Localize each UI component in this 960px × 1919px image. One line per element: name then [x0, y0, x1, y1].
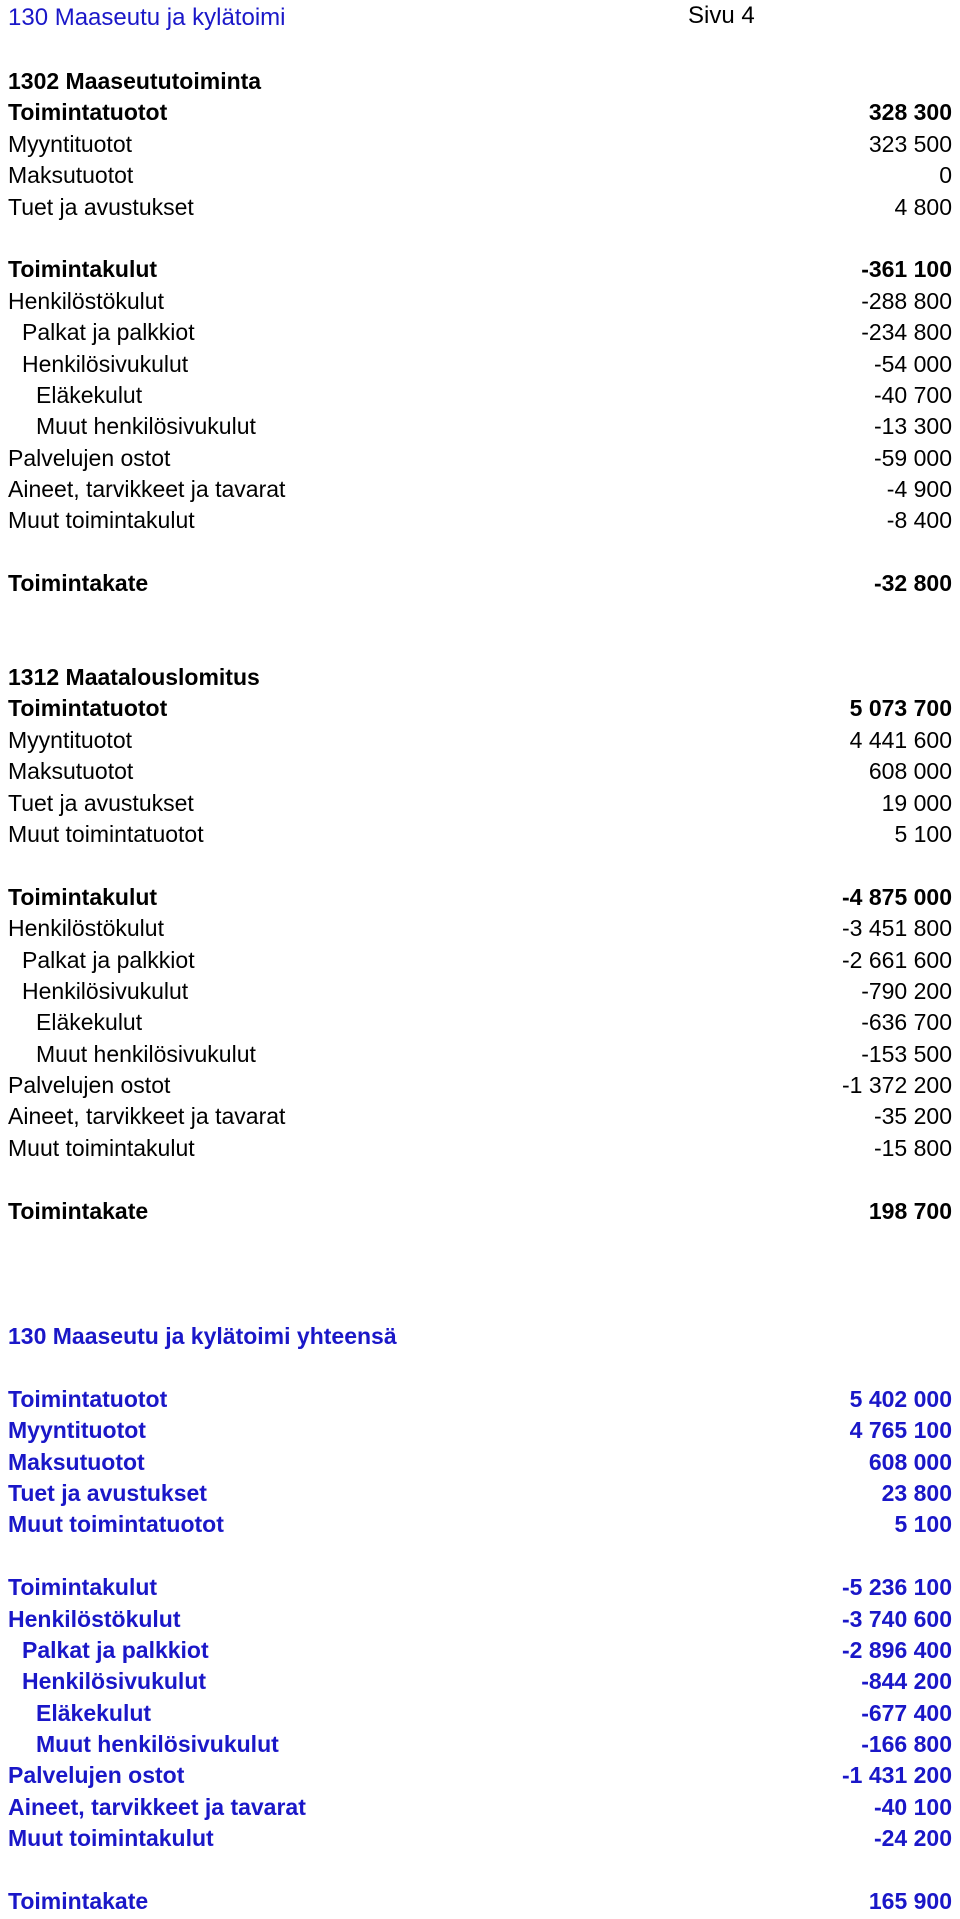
row-label: Muut henkilösivukulut	[36, 1040, 256, 1067]
report-title: 130 Maaseutu ja kylätoimi	[8, 4, 286, 31]
row-label: Muut toimintakulut	[8, 1825, 214, 1852]
table-row	[0, 1666, 960, 1697]
row-label: Maksutuotot	[8, 1448, 145, 1475]
table-row	[0, 286, 960, 317]
row-label: Henkilöstökulut	[8, 915, 164, 942]
row-label: Myyntituotot	[8, 726, 132, 753]
spacer	[0, 1352, 960, 1383]
row-label: Maksutuotot	[8, 162, 134, 189]
table-row	[0, 1760, 960, 1791]
table-row	[0, 788, 960, 819]
section-1312	[0, 662, 960, 1227]
row-value: -2 896 400	[842, 1636, 952, 1663]
table-row	[0, 1384, 960, 1415]
row-label: Toimintakulut	[8, 883, 158, 910]
row-value: -32 800	[873, 570, 952, 597]
row-value: -361 100	[861, 256, 952, 283]
row-label: Aineet, tarvikkeet ja tavarat	[8, 1103, 286, 1130]
row-label: Muut toimintakulut	[8, 1134, 195, 1161]
spacer	[0, 223, 960, 254]
section-totals	[0, 1321, 960, 1917]
row-label: Eläkekulut	[36, 1699, 152, 1726]
row-value: -3 451 800	[842, 915, 952, 942]
row-value: 4 765 100	[849, 1417, 952, 1444]
row-value: 19 000	[881, 789, 952, 816]
row-value: -13 300	[873, 413, 952, 440]
table-row	[0, 1604, 960, 1635]
row-label: Toimintakulut	[8, 256, 158, 283]
table-row	[0, 756, 960, 787]
section-title: 1302 Maaseututoiminta	[8, 68, 262, 94]
row-label: Eläkekulut	[36, 381, 143, 408]
row-value: -40 100	[873, 1793, 952, 1820]
table-row	[0, 317, 960, 348]
section-title: 1312 Maatalouslomitus	[8, 664, 260, 690]
row-value: -2 661 600	[842, 946, 952, 973]
table-row	[0, 1792, 960, 1823]
section-1302	[0, 66, 960, 600]
row-value: -153 500	[861, 1040, 952, 1067]
row-value: -59 000	[873, 444, 952, 471]
row-value: -8 400	[886, 507, 952, 534]
row-value: 5 100	[894, 820, 952, 847]
row-label: Palvelujen ostot	[8, 444, 171, 471]
row-label: Henkilösivukulut	[22, 977, 189, 1004]
table-row	[0, 1698, 960, 1729]
row-value: -54 000	[873, 350, 952, 377]
table-row	[0, 819, 960, 850]
row-label: Toimintatuotot	[8, 695, 168, 722]
row-value: -3 740 600	[842, 1605, 952, 1632]
table-row	[0, 192, 960, 223]
row-value: 4 441 600	[849, 726, 952, 753]
row-label: Palkat ja palkkiot	[22, 1636, 209, 1663]
row-value: 608 000	[868, 758, 952, 785]
table-row	[0, 1635, 960, 1666]
row-value: -234 800	[861, 319, 952, 346]
table-row	[0, 474, 960, 505]
table-row	[0, 568, 960, 599]
row-label: Toimintakulut	[8, 1574, 158, 1601]
table-row	[0, 1886, 960, 1917]
row-value: -288 800	[861, 287, 952, 314]
table-row	[0, 443, 960, 474]
row-label: Henkilösivukulut	[22, 350, 189, 377]
table-row	[0, 1039, 960, 1070]
table-row	[0, 349, 960, 380]
table-row	[0, 1729, 960, 1760]
row-value: 328 300	[868, 99, 952, 126]
row-value: -1 431 200	[842, 1762, 952, 1789]
row-label: Aineet, tarvikkeet ja tavarat	[8, 476, 286, 503]
table-row	[0, 1133, 960, 1164]
table-row	[0, 1572, 960, 1603]
row-value: -15 800	[873, 1134, 952, 1161]
table-row	[0, 160, 960, 191]
row-value: -35 200	[873, 1103, 952, 1130]
row-value: 165 900	[868, 1888, 952, 1915]
row-value: 4 800	[894, 193, 952, 220]
row-label: Aineet, tarvikkeet ja tavarat	[8, 1793, 306, 1820]
row-label: Henkilöstökulut	[8, 287, 164, 314]
table-row	[0, 1823, 960, 1854]
table-row	[0, 505, 960, 536]
row-value: 5 402 000	[849, 1385, 952, 1412]
table-row	[0, 693, 960, 724]
table-row	[0, 976, 960, 1007]
row-value: -1 372 200	[842, 1072, 952, 1099]
row-label: Myyntituotot	[8, 130, 132, 157]
row-label: Toimintatuotot	[8, 99, 168, 126]
row-value: -636 700	[861, 1009, 952, 1036]
table-row	[0, 1101, 960, 1132]
row-label: Muut toimintakulut	[8, 507, 195, 534]
row-label: Muut toimintatuotot	[8, 1511, 224, 1538]
table-row	[0, 945, 960, 976]
table-row	[0, 97, 960, 128]
page-header	[0, 0, 960, 40]
row-label: Maksutuotot	[8, 758, 134, 785]
row-label: Henkilösivukulut	[22, 1668, 207, 1695]
table-row	[0, 1415, 960, 1446]
table-row	[0, 1509, 960, 1540]
row-label: Muut toimintatuotot	[8, 820, 204, 847]
row-label: Tuet ja avustukset	[8, 193, 194, 220]
table-row	[0, 380, 960, 411]
row-value: 5 073 700	[849, 695, 952, 722]
row-value: 23 800	[881, 1479, 952, 1506]
row-label: Myyntituotot	[8, 1417, 146, 1444]
table-row	[0, 1070, 960, 1101]
row-value: -5 236 100	[842, 1574, 952, 1601]
row-label: Palvelujen ostot	[8, 1072, 171, 1099]
row-value: 0	[939, 162, 952, 189]
table-row	[0, 1478, 960, 1509]
table-row	[0, 1447, 960, 1478]
table-row	[0, 1007, 960, 1038]
row-label: Muut henkilösivukulut	[36, 1731, 279, 1758]
row-value: 608 000	[868, 1448, 952, 1475]
table-row	[0, 254, 960, 285]
row-label: Toimintakate	[8, 1197, 149, 1224]
section-title: 130 Maaseutu ja kylätoimi yhteensä	[8, 1323, 397, 1349]
row-label: Toimintatuotot	[8, 1385, 168, 1412]
row-value: -844 200	[861, 1668, 952, 1695]
row-value: -40 700	[873, 381, 952, 408]
spacer	[0, 1164, 960, 1195]
row-label: Tuet ja avustukset	[8, 1479, 207, 1506]
row-value: -166 800	[861, 1731, 952, 1758]
row-value: -4 875 000	[842, 883, 952, 910]
table-row	[0, 411, 960, 442]
row-value: -677 400	[861, 1699, 952, 1726]
row-label: Toimintakate	[8, 570, 149, 597]
page-number: Sivu 4	[688, 2, 755, 29]
spacer	[0, 1541, 960, 1572]
row-label: Muut henkilösivukulut	[36, 413, 256, 440]
table-row	[0, 1196, 960, 1227]
row-label: Palkat ja palkkiot	[22, 319, 195, 346]
table-row	[0, 882, 960, 913]
row-label: Palkat ja palkkiot	[22, 946, 195, 973]
spacer	[0, 850, 960, 881]
row-value: -24 200	[873, 1825, 952, 1852]
row-value: -4 900	[886, 476, 952, 503]
table-row	[0, 725, 960, 756]
table-row	[0, 913, 960, 944]
row-value: 5 100	[894, 1511, 952, 1538]
row-value: 198 700	[868, 1197, 952, 1224]
row-value: -790 200	[861, 977, 952, 1004]
row-label: Henkilöstökulut	[8, 1605, 181, 1632]
row-label: Eläkekulut	[36, 1009, 143, 1036]
row-label: Palvelujen ostot	[8, 1762, 185, 1789]
row-value: 323 500	[868, 130, 952, 157]
row-label: Tuet ja avustukset	[8, 789, 194, 816]
spacer	[0, 1855, 960, 1886]
spacer	[0, 537, 960, 568]
table-row	[0, 129, 960, 160]
row-label: Toimintakate	[8, 1888, 149, 1915]
